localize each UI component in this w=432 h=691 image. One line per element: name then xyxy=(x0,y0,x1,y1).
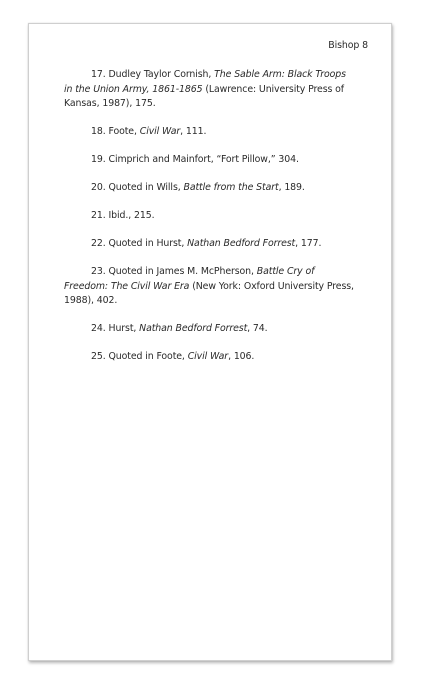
note-title: Nathan Bedford Forrest xyxy=(139,323,248,335)
endnote-25 xyxy=(64,350,354,365)
note-text-after: (New York: Oxford University Press, 1988), 402. xyxy=(64,280,354,307)
note-title: Civil War xyxy=(187,351,229,363)
endnotes-list xyxy=(64,68,354,378)
endnote-18 xyxy=(64,125,354,140)
note-text-after: , 177. xyxy=(295,238,322,250)
note-text: Hurst, xyxy=(105,323,140,335)
note-title: Battle from the Start xyxy=(183,182,279,194)
note-text: Quoted in James M. McPherson, xyxy=(105,266,257,278)
note-title: The Sable Arm: Black Troops in the Union Army, 1861-1865 xyxy=(64,69,346,95)
note-number: 24. xyxy=(91,323,106,335)
document-page xyxy=(28,23,392,661)
note-text: Dudley Taylor Cornish, xyxy=(105,69,215,80)
note-number: 25. xyxy=(91,351,106,363)
running-head: Bishop 8 xyxy=(328,40,368,51)
note-text-after: , 74. xyxy=(247,323,268,335)
endnote-17 xyxy=(64,68,354,112)
note-text: Quoted in Hurst, xyxy=(105,238,188,250)
note-text-after: , 189. xyxy=(278,182,305,194)
endnote-20 xyxy=(64,181,354,196)
note-number: 23. xyxy=(91,266,106,278)
endnote-19 xyxy=(64,153,354,168)
note-text: Quoted in Foote, xyxy=(105,351,188,363)
note-number: 22. xyxy=(91,238,106,250)
endnote-21 xyxy=(64,209,354,224)
note-text: Cimprich and Mainfort, “Fort Pillow,” 304. xyxy=(105,154,299,166)
note-text-after: , 106. xyxy=(228,351,255,363)
note-number: 21. xyxy=(91,210,106,222)
endnote-22 xyxy=(64,237,354,252)
note-number: 18. xyxy=(91,126,106,138)
note-number: 20. xyxy=(91,182,106,194)
note-title: Battle Cry of Freedom: The Civil War Era xyxy=(64,266,315,292)
note-title: Civil War xyxy=(139,126,181,138)
note-title: Nathan Bedford Forrest xyxy=(187,238,296,250)
note-text-after: , 111. xyxy=(180,126,207,138)
note-number: 19. xyxy=(91,154,106,166)
note-text: Foote, xyxy=(105,126,140,138)
note-text-after: (Lawrence: University Press of Kansas, 1987), 175. xyxy=(64,83,344,110)
note-text: Quoted in Wills, xyxy=(105,182,184,194)
note-number: 17. xyxy=(91,69,106,80)
endnote-23 xyxy=(64,265,354,309)
endnote-24 xyxy=(64,322,354,337)
note-text: Ibid., 215. xyxy=(105,210,155,222)
